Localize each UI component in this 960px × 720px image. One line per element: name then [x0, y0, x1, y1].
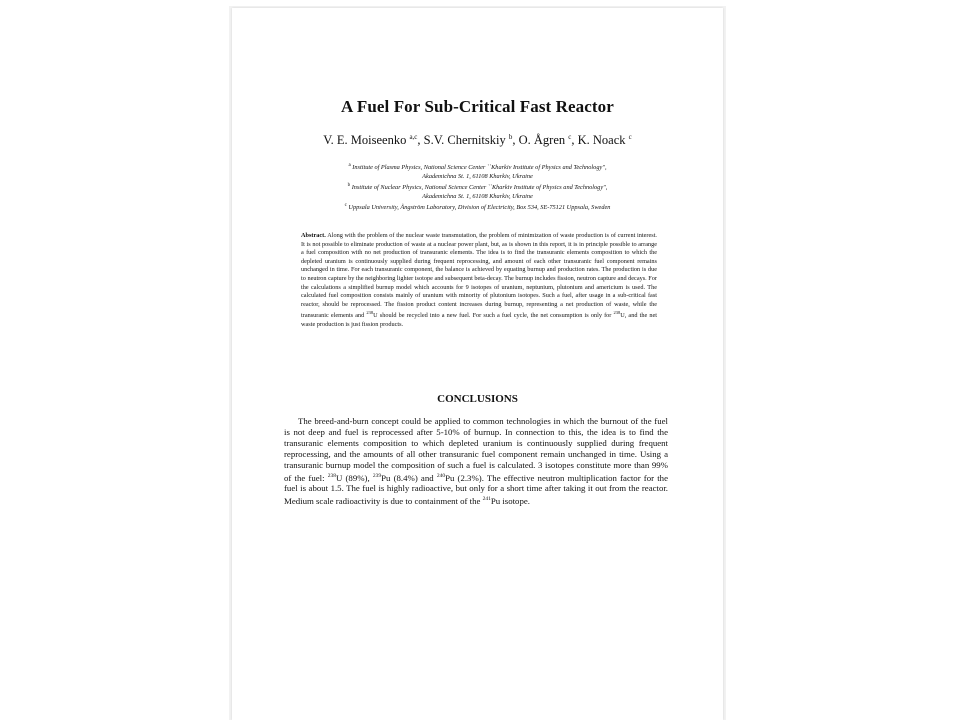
- author-affil-mark: c: [568, 133, 572, 141]
- abstract-label: Abstract.: [301, 232, 326, 239]
- affiliation-mark: a: [348, 163, 351, 168]
- conclusions-text: U (89%),: [335, 472, 373, 483]
- author-name: S.V. Chernitskiy: [423, 133, 506, 148]
- author-name: O. Ågren: [518, 133, 566, 148]
- affiliation-line: Akademichna St. 1, 61108 Kharkiv, Ukraine: [422, 193, 533, 201]
- author-name: V. E. Moiseenko: [323, 133, 407, 148]
- affiliation: [292, 161, 663, 172]
- abstract-text: U, and the net waste production is just fission products.: [301, 312, 657, 329]
- isotope-mass: 241: [482, 496, 491, 503]
- isotope-mass: 238: [327, 472, 336, 479]
- abstract-text: Along with the problem of the nuclear waste transmutation, the problem of minimization of waste production is of current interest. It is not possible to eliminate production of waste at a nuclear power plant, but, as is shown in this report, it is in principle possible to arrange a fuel composition with no net production of transuranic elements. The idea is to find the transuranic elements composition to which the depleted uranium is continuously supplied during frequent reprocessing, and amount of each other transuranic fuel component remains unchanged in time. For each transuranic component, the balance is achieved by equating burnup and production rates. The production is due to neutron capture by the neighboring lighter isotope and subsequent beta-decay. The burnup includes fission, neutron capture and decays. For the calculations a simplified burnup model which accounts for 9 isotopes of uranium, neptunium, plutonium and americium is used. The calculated fuel composition consists mainly of uranium with minority of plutonium isotopes. Such a fuel, after usage in a sub-critical fast reactor, should be reprocessed. The fission product content increases during burnup, representing a net production of waste, while the transuranic elements and: [301, 232, 657, 320]
- conclusions-paragraph: [284, 416, 668, 507]
- conclusions-heading: CONCLUSIONS: [437, 393, 518, 405]
- isotope-mass: 240: [436, 472, 446, 479]
- affiliation-mark: c: [344, 203, 347, 209]
- conclusions-text: Pu isotope.: [490, 496, 530, 507]
- affiliation: [292, 181, 663, 192]
- isotope-mass: 239: [372, 472, 382, 479]
- affiliation-line: Institute of Plasma Physics, National Science Center ``Kharkiv Institute of Physics and Technology'',: [352, 164, 607, 172]
- author-separator: ,: [571, 133, 578, 148]
- affiliation-line: Akademichna St. 1, 61108 Kharkiv, Ukraine: [422, 173, 533, 181]
- conclusions-text: The breed-and-burn concept could be applied to common technologies in which the burnout of the fuel is not deep and fuel is reprocessed after 5-10% of burnup. In connection to this, the idea is to find the transuranic elements composition to which depleted uranium is continuously supplied during frequent reprocessing, and the amounts of all other transuranic fuel component remain unchanged in time. Using a transuranic burnup model the composition of such a fuel is calculated. 3 isotopes constitute more than 99% of the fuel:: [284, 416, 668, 483]
- conclusions-text: Pu (2.3%). The effective neutron multiplication factor for the fuel is about 1.5. The fuel is highly radioactive, but only for a short time after taking it out from the reactor. Medium scale radioactivity is due to containment of the: [284, 472, 668, 507]
- paper-page: [232, 8, 723, 720]
- conclusions-text: Pu (8.4%) and: [381, 472, 437, 483]
- author-separator: ,: [512, 133, 519, 148]
- author-affil-mark: c: [628, 133, 632, 141]
- affiliation-line: Institute of Nuclear Physics, National Science Center ``Kharkiv Institute of Physics and Technology'',: [351, 184, 608, 192]
- isotope-mass: 238: [613, 310, 621, 316]
- paper-title: A Fuel For Sub-Critical Fast Reactor: [341, 97, 614, 116]
- author-list: [232, 133, 723, 148]
- affiliation-mark: b: [347, 183, 351, 189]
- affiliation-list: [292, 161, 663, 212]
- abstract-text: U should be recycled into a new fuel. For such a fuel cycle, the net consumption is only for: [373, 312, 614, 320]
- affiliation: [292, 201, 663, 212]
- isotope-mass: 238: [366, 310, 374, 316]
- author-separator: ,: [417, 133, 424, 148]
- author-affil-mark: a,c: [409, 133, 418, 141]
- author-name: K. Noack: [577, 133, 626, 148]
- abstract-paragraph: [301, 232, 657, 330]
- affiliation-line: Uppsala University, Ångström Laboratory, Division of Electricity, Box 534, SE-75121 Uppsala, Sweden: [348, 204, 611, 212]
- author-affil-mark: b: [508, 133, 513, 141]
